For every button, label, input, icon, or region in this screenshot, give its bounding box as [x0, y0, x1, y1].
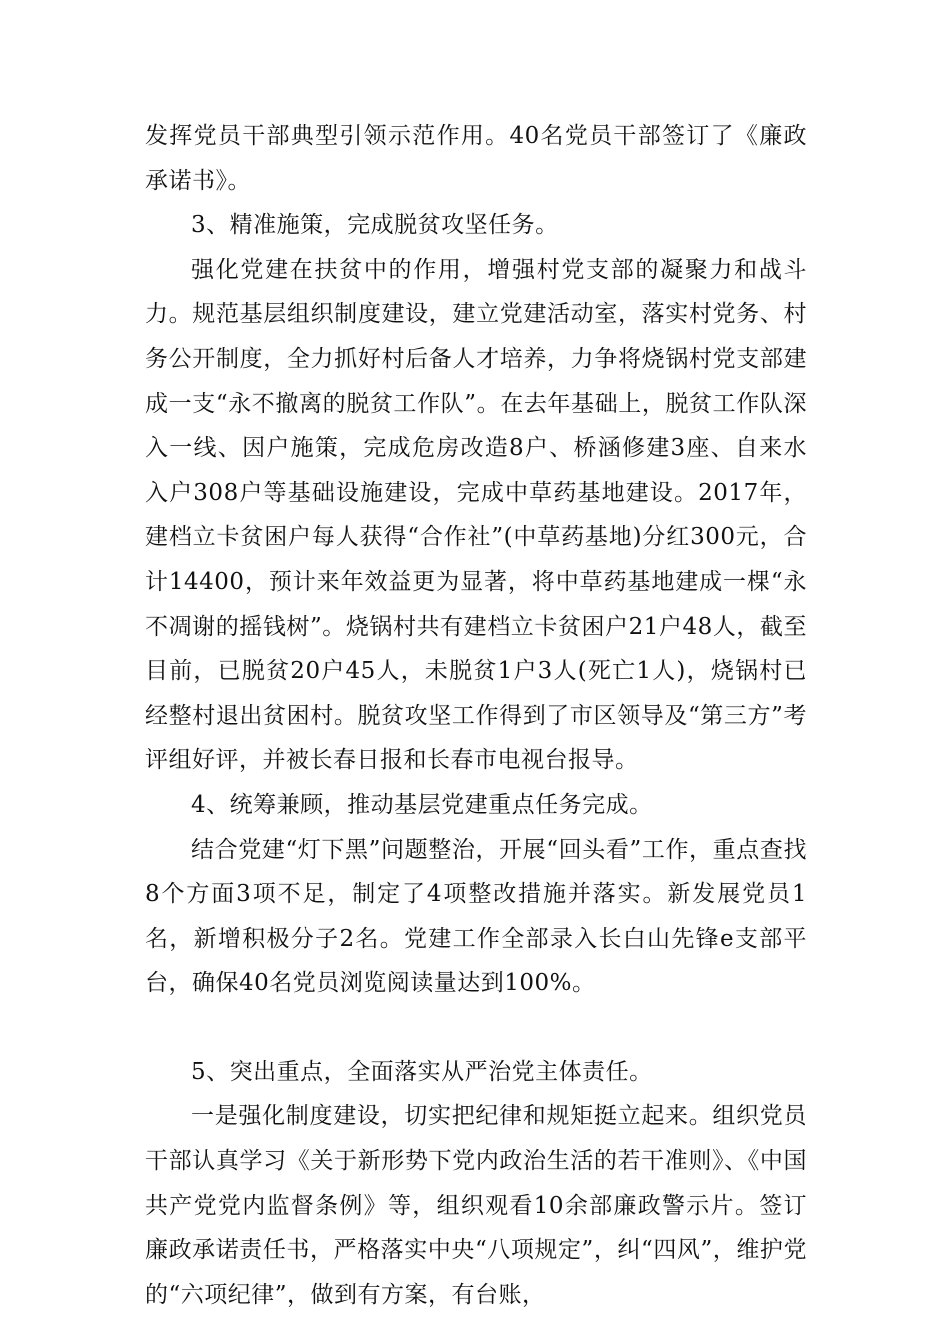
- paragraph-continuation: 发挥党员干部典型引领示范作用。40名党员干部签订了《廉政承诺书》。: [145, 123, 807, 194]
- section-heading-4: 4、统筹兼顾，推动基层党建重点任务完成。: [191, 791, 653, 818]
- paragraph-party-building: 结合党建“灯下黑”问题整治，开展“回头看”工作，重点查找8个方面3项不足，制定了4项整改措施并落实。新发展党员1名，新增积极分子2名。党建工作全部录入长白山先锋e支部平台，确保40名党员浏览阅读量达到100%。: [145, 836, 807, 997]
- document-body: [145, 114, 807, 1317]
- paragraph-poverty-alleviation: 强化党建在扶贫中的作用，增强村党支部的凝聚力和战斗力。规范基层组织制度建设，建立党建活动室，落实村党务、村务公开制度，全力抓好村后备人才培养，力争将烧锅村党支部建成一支“永不撤离的脱贫工作队”。在去年基础上，脱贫工作队深入一线、因户施策，完成危房改造8户、桥涵修建3座、自来水入户308户等基础设施建设，完成中草药基地建设。2017年，建档立卡贫困户每人获得“合作社”(中草药基地)分红300元，合计14400，预计来年效益更为显著，将中草药基地建成一棵“永不凋谢的摇钱树”。烧锅村共有建档立卡贫困户21户48人，截至目前，已脱贫20户45人，未脱贫1户3人(死亡1人)，烧锅村已经整村退出贫困村。脱贫攻坚工作得到了市区领导及“第三方”考评组好评，并被长春日报和长春市电视台报导。: [145, 256, 807, 774]
- paragraph-discipline: 一是强化制度建设，切实把纪律和规矩挺立起来。组织党员干部认真学习《关于新形势下党内政治生活的若干准则》、《中国共产党党内监督条例》等，组织观看10余部廉政警示片。签订廉政承诺责任书，严格落实中央“八项规定”，纠“四风”，维护党的“六项纪律”，做到有方案，有台账，: [145, 1103, 807, 1308]
- blank-line: [145, 1006, 807, 1050]
- section-heading-5: 5、突出重点，全面落实从严治党主体责任。: [191, 1058, 653, 1085]
- section-heading-3: 3、精准施策，完成脱贫攻坚任务。: [191, 212, 559, 239]
